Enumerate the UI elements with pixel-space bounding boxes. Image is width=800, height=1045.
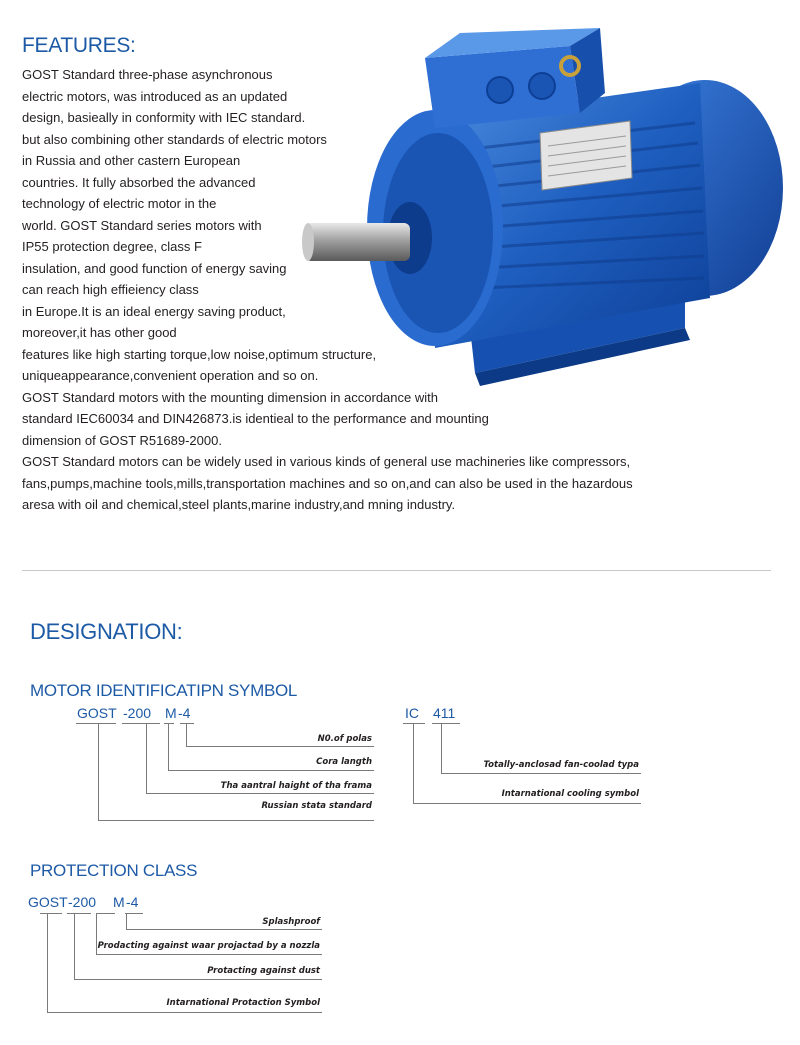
features-line: fans,pumps,machine tools,mills,transportation machines and so on,and can also be used in the hazardous <box>22 475 633 491</box>
protection-code-core: M <box>113 894 125 910</box>
features-line: can reach high effieiency class <box>22 282 199 297</box>
code-ic-number: 411 <box>433 705 456 721</box>
features-line: GOST Standard three-phase asynchronous <box>22 67 273 82</box>
code-core: M <box>165 705 177 721</box>
protection-code-poles: -4 <box>126 894 139 910</box>
features-line: design, basieally in conformity with IEC standard. <box>22 110 306 125</box>
code-height: -200 <box>123 705 152 721</box>
section-divider <box>22 570 771 571</box>
motor-identification-heading: MOTOR IDENTIFICATIPN SYMBOL <box>30 681 298 700</box>
features-line: GOST Standard motors with the mounting dimension in accordance with <box>22 389 438 405</box>
protection-code-height: -200 <box>68 894 97 910</box>
code-poles: -4 <box>178 705 191 721</box>
features-line: dimension of GOST R51689-2000. <box>22 432 222 448</box>
protection-class-heading: PROTECTION CLASS <box>30 861 198 880</box>
code-gost: GOST <box>77 705 117 721</box>
label-splashproof: Splashproof <box>262 917 320 927</box>
label-protection-symbol: Intarnational Protaction Symbol <box>166 998 320 1008</box>
features-line: countries. It fully absorbed the advanced <box>22 174 256 190</box>
features-line: moreover,it has other good <box>22 325 177 340</box>
label-dust: Protacting against dust <box>207 966 320 976</box>
features-line: aresa with oil and chemical,steel plants,marine industry,and mning industry. <box>22 497 456 512</box>
label-standard: Russian stata standard <box>261 801 372 811</box>
motor-image <box>300 28 790 400</box>
protection-code-gost: GOST <box>28 894 68 910</box>
label-core: Cora langth <box>316 757 372 767</box>
label-cooling-symbol: Intarnational cooling symbol <box>501 789 639 799</box>
features-line: technology of electric motor in the <box>22 196 217 211</box>
features-line: standard IEC60034 and DIN426873.is identieal to the performance and mounting <box>22 411 489 426</box>
features-line: IP55 protection degree, class F <box>22 239 202 254</box>
label-fan-cooled: Totally-anclosad fan-coolad typa <box>483 760 639 770</box>
features-line: but also combining other standards of electric motors <box>22 131 327 147</box>
features-line: in Europe.It is an ideal energy saving product, <box>22 303 286 319</box>
features-line: features like high starting torque,low noise,optimum structure, <box>22 346 377 362</box>
features-line: uniqueappearance,convenient operation and so on. <box>22 368 319 383</box>
label-poles: N0.of polas <box>317 734 372 744</box>
features-line: electric motors, was introduced as an updated <box>22 88 288 104</box>
features-heading: FEATURES: <box>22 34 136 57</box>
label-height: Tha aantral haight of tha frama <box>220 781 372 791</box>
designation-heading: DESIGNATION: <box>30 619 183 644</box>
label-nozzle: Prodacting against waar projactad by a nozzla <box>97 941 320 951</box>
features-line: GOST Standard motors can be widely used in various kinds of general use machineries like compressors, <box>22 454 631 469</box>
features-line: world. GOST Standard series motors with <box>22 217 262 233</box>
features-line: insulation, and good function of energy saving <box>22 260 287 276</box>
features-line: in Russia and other castern European <box>22 153 241 168</box>
code-ic: IC <box>405 705 419 721</box>
